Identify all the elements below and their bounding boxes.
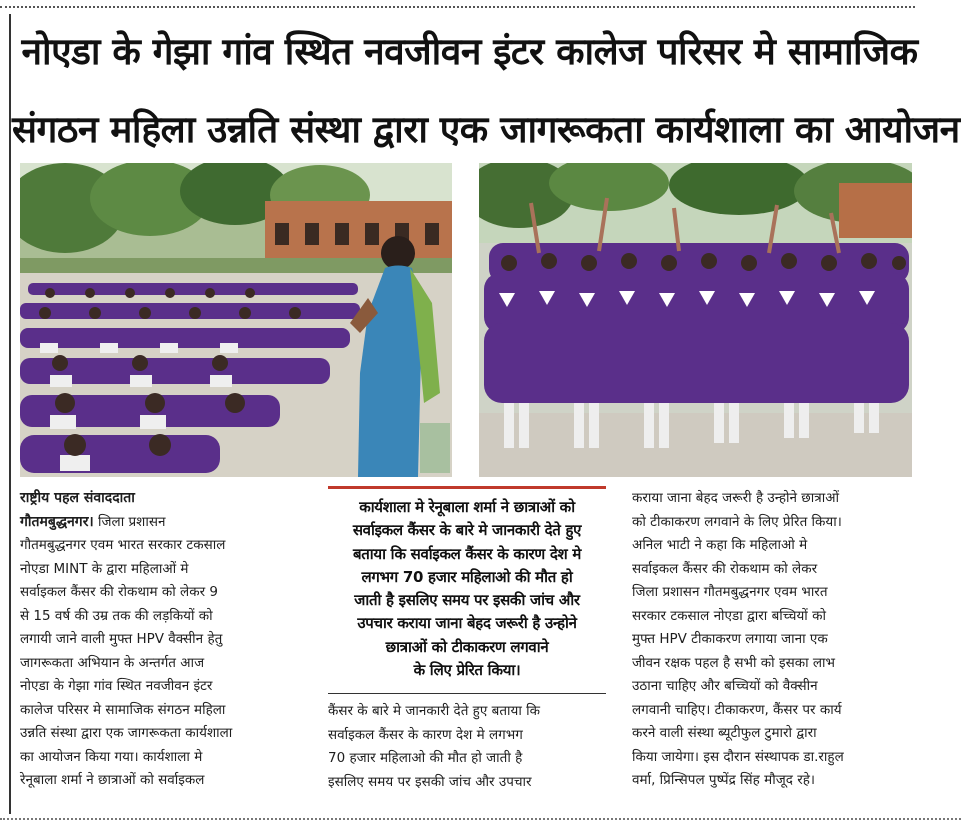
column-1-line: जिला प्रशासन (93, 513, 166, 530)
pull-quote-line: जाती है इसलिए समय पर इसकी जांच और (354, 591, 580, 610)
column-1-line: नोएडा के गेझा गांव स्थित नवजीवन इंटर (20, 678, 213, 694)
column-3-line: वर्मा, प्रिन्सिपल पुष्पेंद्र सिंह मौजूद रहे। (632, 772, 815, 788)
column-3-line: सर्वाइकल कैंसर की रोकथाम को लेकर (632, 560, 818, 577)
article-column-3 (632, 487, 922, 793)
headline-line-2: संगठन महिला उन्नति संस्था द्वारा एक जागरूकता कार्यशाला का आयोजन (12, 108, 960, 151)
article-column-2 (328, 700, 608, 794)
article-column-1 (20, 487, 310, 793)
pull-quote-line: कार्यशाला मे रेनूबाला शर्मा ने छात्राओं को (359, 498, 575, 516)
column-1-line: लगायी जाने वाली मुफ्त HPV वैक्सीन हेतु (20, 631, 223, 647)
left-column-rule (9, 14, 11, 814)
column-3-line: जीवन रक्षक पहल है सभी को इसका लाभ (632, 654, 836, 671)
pull-quote-line: लगभग 70 हजार महिलाओ की मौत हो (361, 567, 573, 586)
column-1-line: गौतमबुद्धनगर एवम भारत सरकार टकसाल (20, 537, 226, 553)
dateline: गौतमबुद्धनगर। (20, 513, 94, 530)
column-3-line: किया जायेगा। इस दौरान संस्थापक डा.राहुल (632, 748, 844, 765)
column-3-line: सरकार टकसाल नोएडा द्वारा बच्चियों को (632, 607, 826, 624)
photo-speaker-with-students (20, 163, 452, 477)
column-2-line: कैंसर के बारे मे जानकारी देते हुए बताया कि (328, 703, 540, 719)
column-3-line: को टीकाकरण लगवाने के लिए प्रेरित किया। (632, 513, 842, 530)
column-3-line: अनिल भाटी ने कहा कि महिलाओ मे (632, 537, 808, 553)
headline-line-1: नोएडा के गेझा गांव स्थित नवजीवन इंटर कालेज परिसर मे सामाजिक (21, 30, 918, 73)
pull-quote-line: बताया कि सर्वाइकल कैंसर के कारण देश मे (352, 544, 581, 563)
column-1-line: उन्नति संस्था द्वारा एक जागरूकता कार्यशाला (20, 725, 233, 741)
pull-quote-line: उपचार कराया जाना बेहद जरूरी है उन्होने (357, 614, 577, 633)
bottom-dotted-border (0, 818, 961, 820)
pull-quote-line: छात्राओं को टीकाकरण लगवाने (385, 637, 549, 656)
column-1-line: से 15 वर्ष की उम्र तक की लड़कियों को (20, 607, 213, 624)
byline: राष्ट्रीय पहल संवाददाता (20, 490, 135, 506)
column-1-line: सर्वाइकल कैंसर की रोकथाम को लेकर 9 (20, 584, 218, 600)
column-3-line: मुफ्त HPV टीकाकरण लगाया जाना एक (632, 631, 828, 647)
column-1-line: जागरूकता अभियान के अन्तर्गत आज (20, 654, 205, 671)
pull-quote-line: के लिए प्रेरित किया। (413, 661, 521, 680)
top-dotted-border (0, 6, 915, 8)
column-2-line: सर्वाइकल कैंसर के कारण देश मे लगभग (328, 726, 523, 743)
column-3-line: कराया जाना बेहद जरूरी है उन्होने छात्राओं (632, 490, 839, 506)
pull-quote (330, 496, 604, 682)
column-3-line: जिला प्रशासन गौतमबुद्धनगर एवम भारत (632, 584, 828, 600)
column-1-line: का आयोजन किया गया। कार्यशाला मे (20, 748, 203, 765)
pull-quote-line: सर्वाइकल कैंसर के बारे मे जानकारी देते हुए (352, 521, 582, 540)
column-3-line: करने वाली संस्था ब्यूटीफुल टुमारो द्वारा (632, 725, 817, 741)
column-1-line: रेनूबाला शर्मा ने छात्राओं को सर्वाइकल (20, 772, 205, 788)
column-1-line: नोएडा MINT के द्वारा महिलाओं मे (20, 560, 189, 577)
column-2-line: इसलिए समय पर इसकी जांच और उपचार (328, 773, 532, 790)
column-3-line: उठाना चाहिए और बच्चियों को वैक्सीन (632, 678, 818, 694)
column-3-line: लगवानी चाहिए। टीकाकरण, कैंसर पर कार्य (632, 701, 842, 718)
photo-students-raising-hands (479, 163, 912, 477)
column-1-line: कालेज परिसर मे सामाजिक संगठन महिला (20, 701, 226, 718)
column-2-line: 70 हजार महिलाओ की मौत हो जाती है (328, 750, 523, 766)
